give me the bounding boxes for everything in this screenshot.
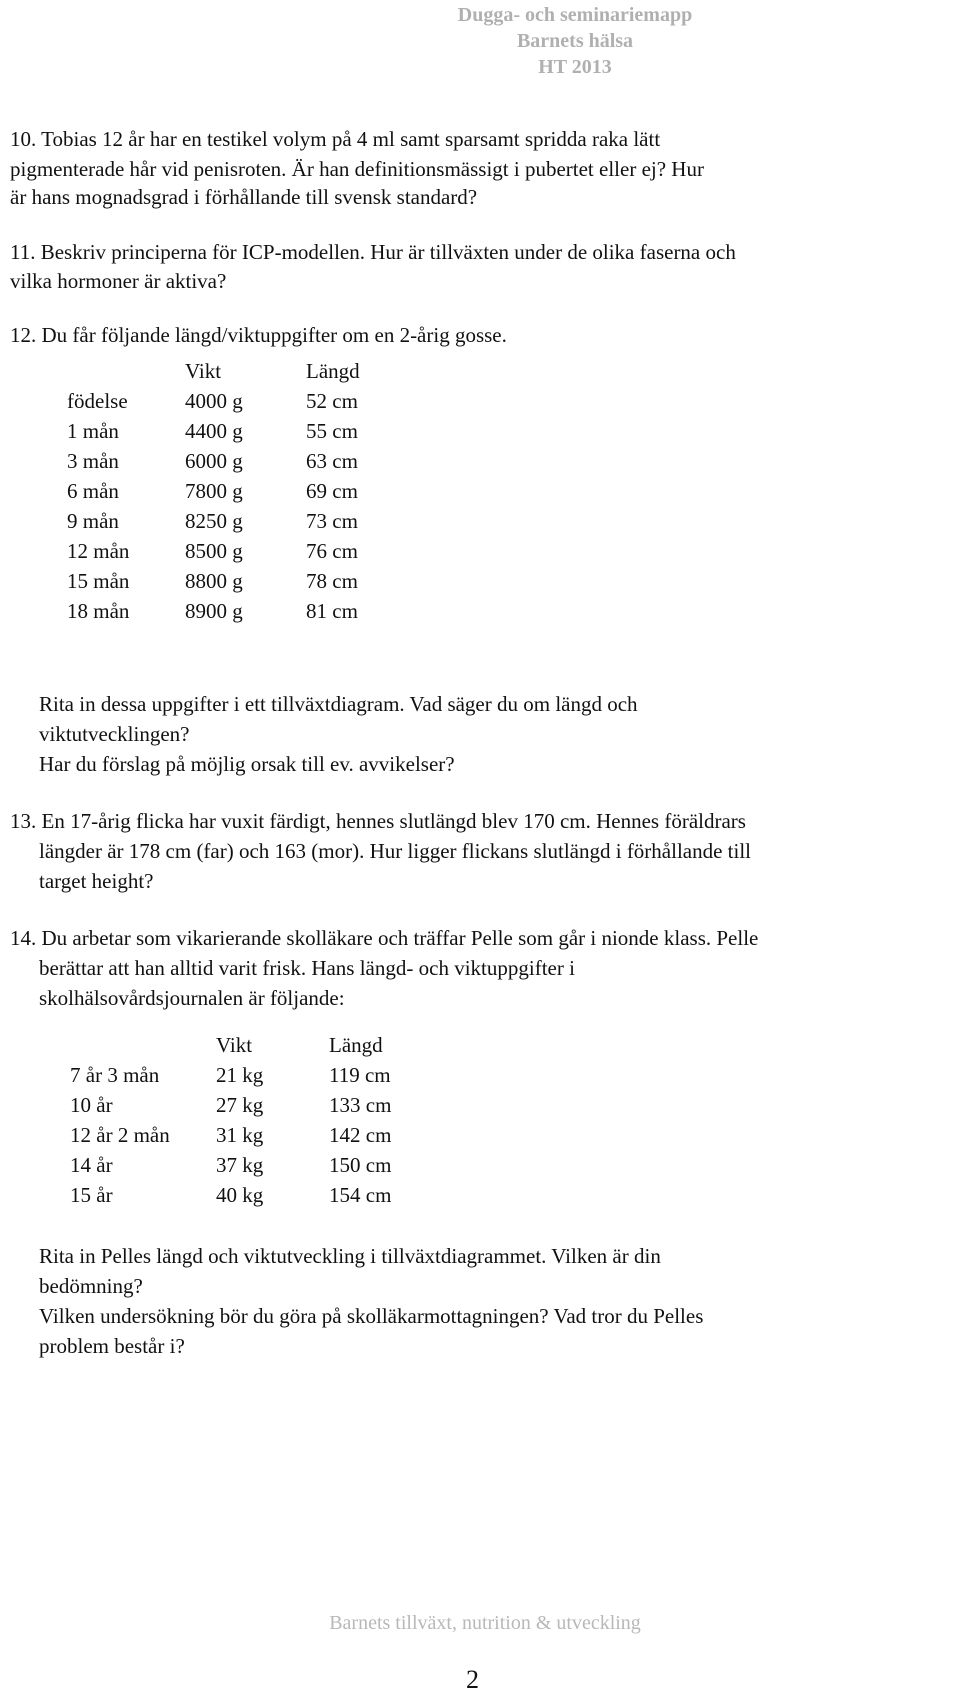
table-row [67,386,360,416]
q14-after-3: Vilken undersökning bör du göra på skolläkarmottagningen? Vad tror du Pelles [39,1304,704,1328]
age-cell: 15 år [70,1183,113,1207]
weight-cell: 31 kg [216,1123,264,1147]
length-cell: 154 cm [329,1183,392,1207]
age-cell: 6 mån [67,479,119,503]
q13-line-2: längder är 178 cm (far) och 163 (mor). Hur ligger flickans slutlängd i förhållande till [39,839,752,863]
q14-line-3: skolhälsovårdsjournalen är följande: [39,986,345,1010]
age-cell: 7 år 3 mån [70,1063,160,1087]
weight-cell: 4400 g [185,419,243,443]
table-row [70,1150,391,1180]
header-line-1: Dugga- och seminariemapp [457,4,693,26]
table-row [70,1090,391,1120]
q14-growth-table [70,1030,391,1210]
weight-header: Vikt [216,1033,253,1057]
length-cell: 73 cm [306,509,358,533]
age-cell: 3 mån [67,449,119,473]
table-row [67,416,360,446]
q14-after-1: Rita in Pelles längd och viktutveckling i tillväxtdiagrammet. Vilken är din [39,1244,661,1268]
age-cell: 12 år 2 mån [70,1123,170,1147]
length-cell: 69 cm [306,479,358,503]
length-cell: 81 cm [306,599,358,623]
table-row [70,1120,391,1150]
length-cell: 55 cm [306,419,358,443]
q11-line-2: vilka hormoner är aktiva? [10,269,227,293]
q14-after-4: problem består i? [39,1334,185,1358]
q10-line-1: 10. Tobias 12 år har en testikel volym på 4 ml samt sparsamt spridda raka lätt [10,127,661,151]
length-cell: 150 cm [329,1153,392,1177]
weight-cell: 37 kg [216,1153,264,1177]
q14-line-1: 14. Du arbetar som vikarierande skolläkare och träffar Pelle som går i nionde klass. Pelle [10,926,759,950]
table-row [70,1180,391,1210]
page-number: 2 [466,1665,479,1694]
table-header-row [70,1030,391,1060]
table-row [67,536,360,566]
length-cell: 52 cm [306,389,358,413]
table-row [67,506,360,536]
length-header: Längd [329,1033,383,1057]
table-row [70,1060,391,1090]
age-cell: 18 mån [67,599,130,623]
length-cell: 76 cm [306,539,358,563]
length-cell: 119 cm [329,1063,391,1087]
length-cell: 133 cm [329,1093,392,1117]
age-cell: 14 år [70,1153,113,1177]
q13-line-1: 13. En 17-årig flicka har vuxit färdigt, hennes slutlängd blev 170 cm. Hennes föräldrars [10,809,746,833]
q12-after-1: Rita in dessa uppgifter i ett tillväxtdiagram. Vad säger du om längd och [39,692,638,716]
q12-after-3: Har du förslag på möjlig orsak till ev. avvikelser? [39,752,455,776]
weight-cell: 21 kg [216,1063,264,1087]
table-row [67,566,360,596]
q12-after-2: viktutvecklingen? [39,722,190,746]
age-cell: 10 år [70,1093,113,1117]
table-header-row [67,356,360,386]
q11-line-1: 11. Beskriv principerna för ICP-modellen. Hur är tillväxten under de olika faserna och [10,240,736,264]
age-cell: födelse [67,389,128,413]
q10-line-2: pigmenterade hår vid penisroten. Är han definitionsmässigt i pubertet eller ej? Hur [10,157,704,181]
age-cell: 9 mån [67,509,119,533]
table-row [67,476,360,506]
header-line-3: HT 2013 [538,56,612,78]
weight-cell: 8500 g [185,539,243,563]
q14-after-2: bedömning? [39,1274,143,1298]
length-cell: 78 cm [306,569,358,593]
weight-cell: 40 kg [216,1183,264,1207]
q14-line-2: berättar att han alltid varit frisk. Hans längd- och viktuppgifter i [39,956,575,980]
age-cell: 12 mån [67,539,130,563]
q12-growth-table [67,356,360,626]
weight-cell: 6000 g [185,449,243,473]
weight-cell: 8900 g [185,599,243,623]
q13-line-3: target height? [39,869,154,893]
footer-text: Barnets tillväxt, nutrition & utveckling [329,1612,641,1634]
page-footer [0,1612,960,1635]
q12-line-1: 12. Du får följande längd/viktuppgifter om en 2-årig gosse. [10,323,507,347]
weight-cell: 8800 g [185,569,243,593]
length-header: Längd [306,359,360,383]
weight-cell: 27 kg [216,1093,264,1117]
weight-cell: 7800 g [185,479,243,503]
table-row [67,596,360,626]
table-row [67,446,360,476]
length-cell: 142 cm [329,1123,392,1147]
weight-cell: 4000 g [185,389,243,413]
age-cell: 15 mån [67,569,130,593]
q10-line-3: är hans mognadsgrad i förhållande till svensk standard? [10,185,478,209]
header-line-2: Barnets hälsa [516,30,634,52]
weight-cell: 8250 g [185,509,243,533]
age-cell: 1 mån [67,419,119,443]
page-header [0,2,960,80]
length-cell: 63 cm [306,449,358,473]
weight-header: Vikt [185,359,222,383]
